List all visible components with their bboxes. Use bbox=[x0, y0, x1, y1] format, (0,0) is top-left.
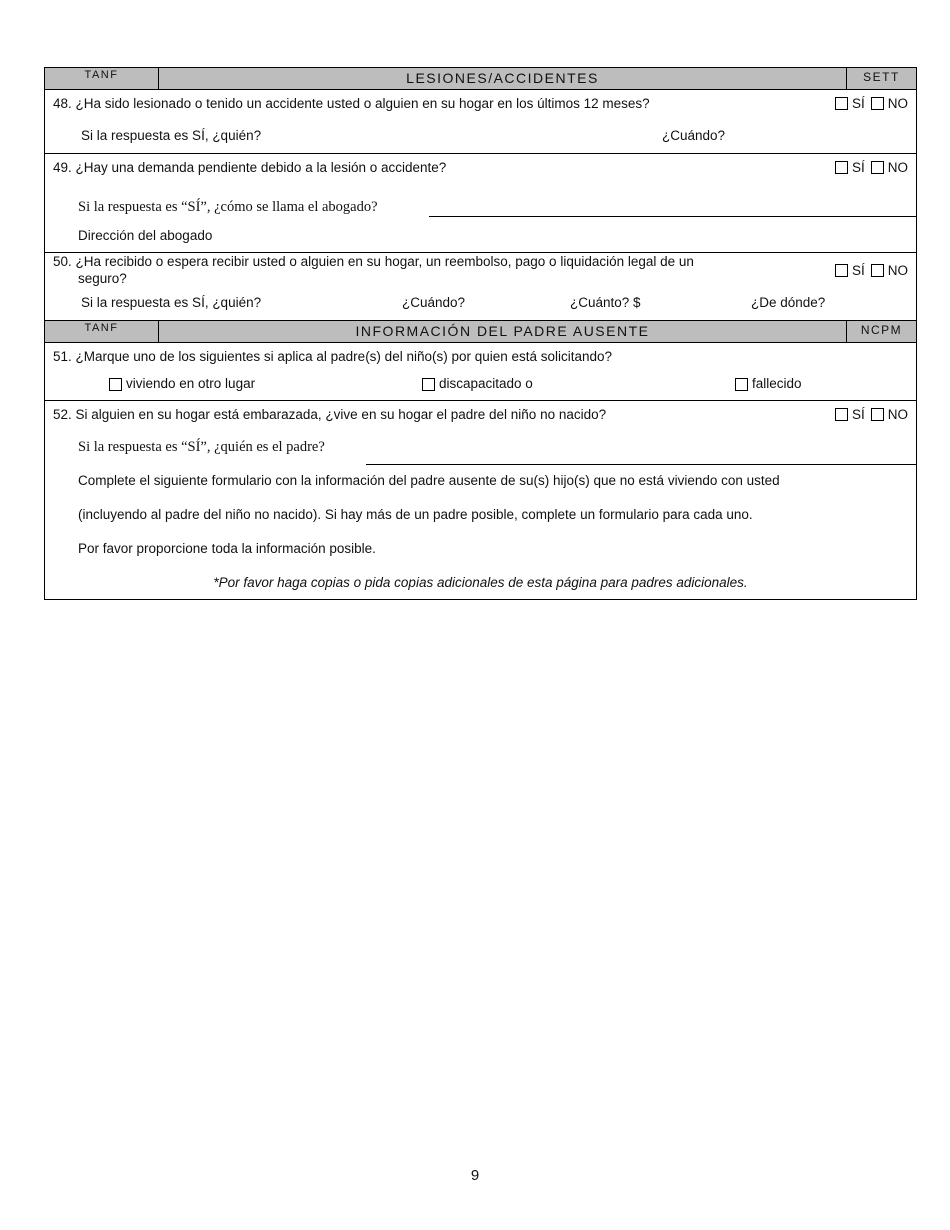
option-living-elsewhere[interactable] bbox=[109, 376, 255, 391]
option-deceased[interactable] bbox=[735, 376, 802, 391]
instruction-line-1: Complete el siguiente formulario con la información del padre ausente de su(s) hijo(s) que no está viviendo con usted bbox=[78, 473, 780, 488]
yes-checkbox[interactable] bbox=[835, 408, 848, 421]
yes-checkbox[interactable] bbox=[835, 161, 848, 174]
yes-checkbox[interactable] bbox=[835, 97, 848, 110]
question-49-yes-no bbox=[835, 160, 908, 175]
question-50-text-line1: 50. ¿Ha recibido o espera recibir usted o alguien en su hogar, un reembolso, pago o liquidación legal de un bbox=[53, 254, 694, 269]
option-label: discapacitado o bbox=[439, 376, 533, 391]
yes-label: SÍ bbox=[851, 160, 865, 175]
no-label: NO bbox=[887, 407, 908, 422]
question-48 bbox=[45, 90, 916, 154]
form-table bbox=[44, 67, 917, 600]
instruction-line-3: Por favor proporcione toda la información posible. bbox=[78, 541, 376, 556]
page-number: 9 bbox=[470, 1167, 480, 1184]
disabled-checkbox[interactable] bbox=[422, 378, 435, 391]
question-48-yes-no bbox=[835, 96, 908, 111]
lawyer-name-line[interactable] bbox=[429, 216, 916, 217]
option-disabled[interactable] bbox=[422, 376, 533, 391]
living-elsewhere-checkbox[interactable] bbox=[109, 378, 122, 391]
question-52-text: 52. Si alguien en su hogar está embarazada, ¿vive en su hogar el padre del niño no nacido? bbox=[53, 407, 607, 422]
header-title: LESIONES/ACCIDENTES bbox=[406, 70, 599, 86]
no-label: NO bbox=[887, 263, 908, 278]
option-label: viviendo en otro lugar bbox=[126, 376, 256, 391]
no-label: NO bbox=[887, 160, 908, 175]
question-48-text: 48. ¿Ha sido lesionado o tenido un accidente usted o alguien en su hogar en los últimos 12 meses? bbox=[53, 96, 650, 111]
header-left-label: TANF bbox=[45, 321, 159, 342]
question-52 bbox=[45, 401, 916, 599]
no-label: NO bbox=[887, 96, 908, 111]
no-checkbox[interactable] bbox=[871, 408, 884, 421]
section-header-injuries bbox=[45, 68, 916, 90]
yes-label: SÍ bbox=[851, 263, 865, 278]
header-right-label: SETT bbox=[846, 68, 916, 89]
copies-note: *Por favor haga copias o pida copias adicionales de esta página para padres adicionales. bbox=[213, 575, 748, 590]
question-48-when: ¿Cuándo? bbox=[662, 128, 726, 143]
section-header-absent-parent bbox=[45, 320, 916, 343]
instruction-line-2: (incluyendo al padre del niño no nacido). Si hay más de un padre posible, complete un formulario para cada uno. bbox=[78, 507, 753, 522]
no-checkbox[interactable] bbox=[871, 264, 884, 277]
question-50-who: Si la respuesta es SÍ, ¿quién? bbox=[81, 295, 262, 310]
question-50-when: ¿Cuándo? bbox=[402, 295, 466, 310]
question-49 bbox=[45, 154, 916, 253]
question-52-yes-no bbox=[835, 407, 908, 422]
no-checkbox[interactable] bbox=[871, 161, 884, 174]
question-50-text-line2: seguro? bbox=[78, 271, 127, 286]
question-51 bbox=[45, 343, 916, 401]
no-checkbox[interactable] bbox=[871, 97, 884, 110]
question-49-address: Dirección del abogado bbox=[78, 228, 213, 243]
yes-label: SÍ bbox=[851, 407, 865, 422]
question-51-text: 51. ¿Marque uno de los siguientes si aplica al padre(s) del niño(s) por quien está solicitando? bbox=[53, 349, 613, 364]
yes-label: SÍ bbox=[851, 96, 865, 111]
question-50-from-where: ¿De dónde? bbox=[751, 295, 826, 310]
header-right-label: NCPM bbox=[846, 321, 916, 342]
question-48-who: Si la respuesta es SÍ, ¿quién? bbox=[81, 128, 262, 143]
yes-checkbox[interactable] bbox=[835, 264, 848, 277]
question-50-how-much: ¿Cuánto? $ bbox=[570, 295, 641, 310]
question-52-father-label: Si la respuesta es “SÍ”, ¿quién es el padre? bbox=[78, 439, 325, 455]
question-49-text: 49. ¿Hay una demanda pendiente debido a la lesión o accidente? bbox=[53, 160, 447, 175]
option-label: fallecido bbox=[752, 376, 802, 391]
father-name-line[interactable] bbox=[366, 464, 916, 465]
header-left-label: TANF bbox=[45, 68, 159, 89]
header-title: INFORMACIÓN DEL PADRE AUSENTE bbox=[355, 323, 650, 339]
question-50 bbox=[45, 252, 916, 321]
question-49-lawyer-label: Si la respuesta es “SÍ”, ¿cómo se llama el abogado? bbox=[78, 199, 378, 215]
question-50-yes-no bbox=[835, 263, 908, 278]
deceased-checkbox[interactable] bbox=[735, 378, 748, 391]
